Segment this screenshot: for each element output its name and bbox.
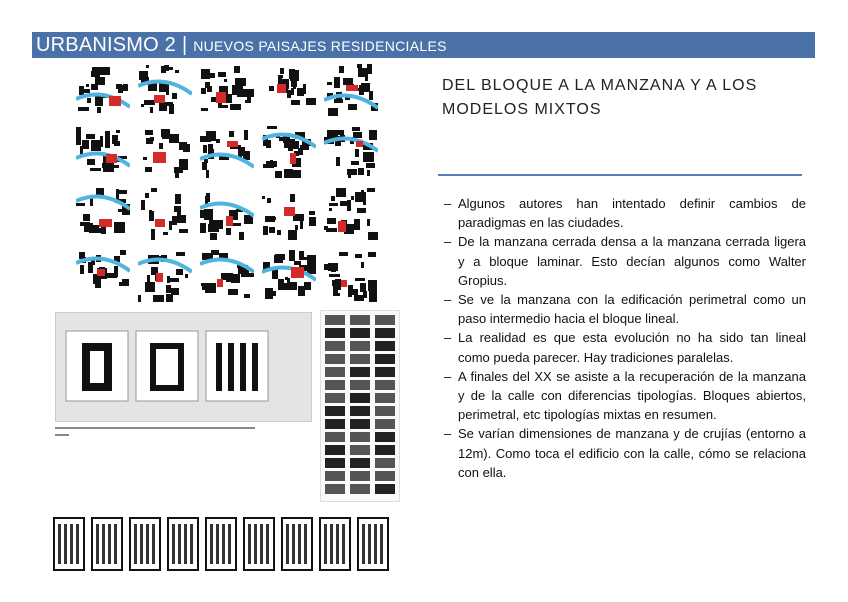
bullet-item: – A finales del XX se asiste a la recuperación de la manzana y de la calle con diferencias tipologías. Bloques abiertos, perimetral, etc tipologías mixtas en resumen. xyxy=(444,368,806,423)
floor-plans-strip xyxy=(50,512,395,576)
urban-plan-thumbnail xyxy=(76,126,130,178)
header-subtitle: NUEVOS PAISAJES RESIDENCIALES xyxy=(193,38,447,54)
bullet-item: – Se ve la manzana con la edificación perimetral como un paso intermedio hacia el bloque lineal. xyxy=(444,292,806,327)
urban-plan-thumbnail xyxy=(324,126,378,178)
block-typologies-image xyxy=(320,310,400,502)
urban-plans-grid xyxy=(76,64,386,306)
bullet-item: – Algunos autores han intentado definir cambios de paradigmas en las ciudades. xyxy=(444,196,806,231)
title-divider xyxy=(438,174,802,176)
header-title xyxy=(36,34,447,57)
urban-plan-thumbnail xyxy=(138,126,192,178)
urban-plan-thumbnail xyxy=(324,250,378,302)
urban-plan-thumbnail xyxy=(138,64,192,116)
urban-plan-thumbnail xyxy=(138,188,192,240)
urban-plan-thumbnail xyxy=(200,188,254,240)
urban-plan-thumbnail xyxy=(200,64,254,116)
urban-plan-thumbnail xyxy=(324,188,378,240)
image-caption xyxy=(55,424,310,443)
header-bar xyxy=(32,32,815,58)
urban-plan-thumbnail xyxy=(200,250,254,302)
urban-plan-thumbnail xyxy=(76,64,130,116)
slide-title: DEL BLOQUE A LA MANZANA Y A LOS MODELOS MIXTOS xyxy=(442,77,758,118)
urban-plan-thumbnail xyxy=(138,250,192,302)
bullet-item: – De la manzana cerrada densa a la manzana cerrada ligera y a bloque laminar. Esto decían algunos como Walter Gropius. xyxy=(444,234,806,288)
urban-plan-thumbnail xyxy=(200,126,254,178)
urban-plan-thumbnail xyxy=(324,64,378,116)
urban-plan-thumbnail xyxy=(262,126,316,178)
urban-plan-thumbnail xyxy=(76,188,130,240)
block-elevations-image xyxy=(55,312,312,422)
header-main-title: URBANISMO 2 xyxy=(36,34,177,56)
header-separator: | xyxy=(182,34,188,56)
urban-plan-thumbnail xyxy=(262,188,316,240)
urban-plan-thumbnail xyxy=(262,64,316,116)
urban-plan-thumbnail xyxy=(262,250,316,302)
bullet-item: – Se varían dimensiones de manzana y de crujías (entorno a 12m). Como toca el edificio con la calle, cómo se relaciona con ella. xyxy=(444,426,806,480)
urban-plan-thumbnail xyxy=(76,250,130,302)
bullet-item: – La realidad es que esta evolución no ha sido tan lineal como pueda parecer. Hay tradiciones paralelas. xyxy=(444,330,806,365)
bullet-list xyxy=(438,194,806,482)
